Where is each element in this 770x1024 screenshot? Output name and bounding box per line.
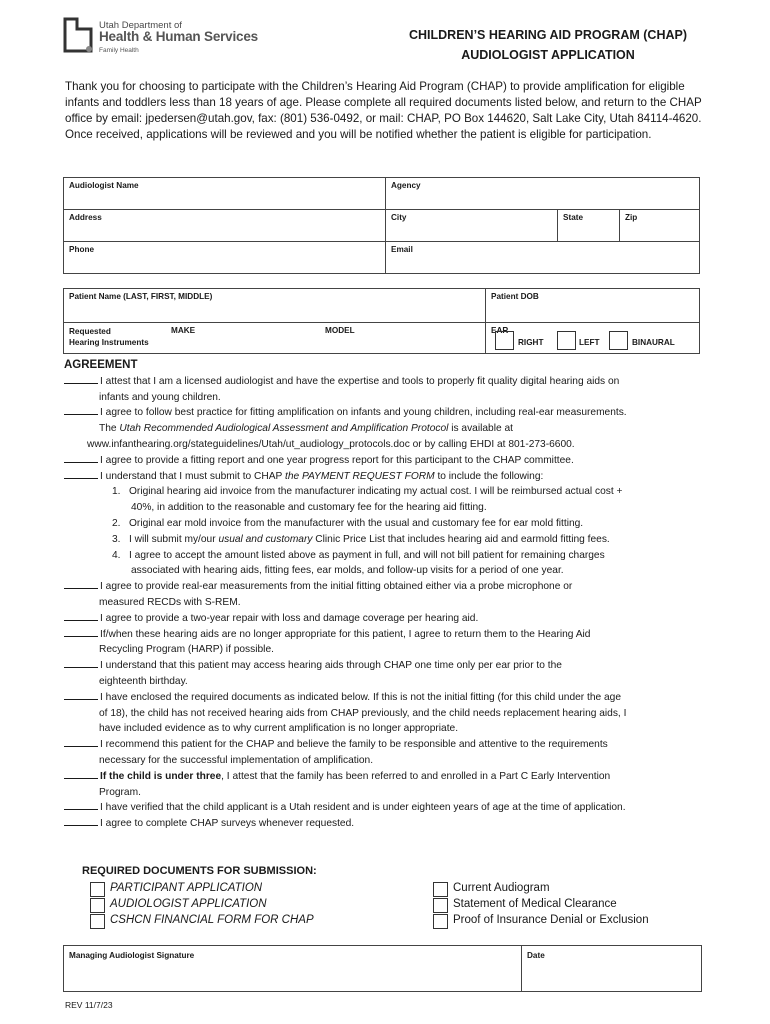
- agreement-item: If/when these hearing aids are no longer appropriate for this patient, I agree to return them to the Hearing Aid: [100, 628, 591, 640]
- patient-info-table: [63, 288, 700, 354]
- city-field[interactable]: City: [386, 210, 558, 242]
- initial-blank[interactable]: [64, 453, 98, 463]
- title-line-1: CHILDREN’S HEARING AID PROGRAM (CHAP): [408, 28, 687, 42]
- agreement-item: I recommend this patient for the CHAP and believe the family to be responsible and attentive to the requirements: [100, 739, 608, 751]
- insurance-denial-label: Proof of Insurance Denial or Exclusion: [453, 914, 649, 926]
- binaural-checkbox[interactable]: [609, 331, 628, 350]
- agreement-item: I have verified that the child applicant is a Utah resident and is under eighteen years of age at the time of application.: [100, 802, 626, 814]
- agreement-item: If the child is under three, I attest that the family has been referred to and enrolled in a Part C Early Intervention: [100, 770, 611, 782]
- audiologist-info-table: [63, 177, 700, 274]
- agreement-item-cont: measured RECDs with S-REM.: [99, 596, 241, 608]
- initial-blank[interactable]: [64, 579, 98, 589]
- initial-blank[interactable]: [64, 627, 98, 637]
- patient-name-field[interactable]: Patient Name (LAST, FIRST, MIDDLE): [64, 289, 486, 323]
- initial-blank[interactable]: [64, 658, 98, 668]
- agreement-item-cont: Recycling Program (HARP) if possible.: [99, 644, 274, 656]
- participant-application-label: PARTICIPANT APPLICATION: [110, 882, 263, 894]
- document-title: [398, 25, 698, 65]
- agreement-item: I have enclosed the required documents as indicated below. If this is not the initial fitting (for this child under the age: [100, 691, 621, 703]
- list-item: 1. Original hearing aid invoice from the manufacturer indicating my actual cost. I will be reimbursed actual cost +: [112, 486, 623, 498]
- logo-line-3: Family Health: [99, 47, 139, 54]
- audiologist-name-field[interactable]: Audiologist Name: [64, 178, 386, 210]
- medical-clearance-checkbox[interactable]: [433, 898, 448, 913]
- agreement-item: I understand that this patient may access hearing aids through CHAP one time only per ear prior to the: [100, 660, 562, 672]
- make-label: MAKE: [171, 326, 196, 335]
- medical-clearance-label: Statement of Medical Clearance: [453, 898, 617, 910]
- list-item-cont: 40%, in addition to the reasonable and customary fee for the hearing aid fitting.: [131, 502, 487, 514]
- initial-blank[interactable]: [64, 816, 98, 826]
- patient-dob-field[interactable]: Patient DOB: [486, 289, 700, 323]
- initial-blank[interactable]: [64, 737, 98, 747]
- address-field[interactable]: Address: [64, 210, 386, 242]
- protocol-link[interactable]: www.infanthearing.org/stateguidelines/Utah/ut_audiology_protocols.doc or by calling EHDI at 801-273-6600.: [87, 438, 575, 450]
- logo-line-1: Utah Department of: [99, 20, 182, 31]
- initial-blank[interactable]: [64, 611, 98, 621]
- cshcn-financial-form-label: CSHCN FINANCIAL FORM FOR CHAP: [110, 914, 314, 926]
- list-item-cont: associated with hearing aids, fitting fees, ear molds, and follow-up visits for a period of one year.: [131, 565, 564, 577]
- agreement-item: I agree to provide a fitting report and one year progress report for this participant to the CHAP committee.: [100, 454, 574, 466]
- zip-field[interactable]: Zip: [620, 210, 700, 242]
- initial-blank[interactable]: [64, 769, 98, 779]
- requested-label: Requested Hearing Instruments: [69, 327, 149, 347]
- initial-blank[interactable]: [64, 405, 98, 415]
- phone-field[interactable]: Phone: [64, 242, 386, 274]
- agreement-item: I agree to provide real-ear measurements from the initial fitting obtained either via a probe microphone or: [100, 581, 573, 593]
- agreement-item: I agree to complete CHAP surveys whenever requested.: [100, 818, 355, 830]
- agreement-item-cont: eighteenth birthday.: [99, 675, 188, 687]
- initial-blank[interactable]: [64, 690, 98, 700]
- initial-blank[interactable]: [64, 374, 98, 384]
- signature-table: [63, 945, 702, 992]
- agreement-item: I attest that I am a licensed audiologist and have the expertise and tools to properly fit quality digital hearing aids on: [100, 375, 620, 387]
- utah-state-icon: [63, 17, 93, 53]
- agreement-item-cont: have included evidence as to why current amplification is no longer appropriate.: [99, 723, 459, 735]
- left-ear-label: LEFT: [579, 338, 600, 347]
- agency-field[interactable]: Agency: [386, 178, 700, 210]
- agreement-heading: AGREEMENT: [64, 359, 138, 371]
- required-documents-heading: REQUIRED DOCUMENTS FOR SUBMISSION:: [82, 865, 317, 877]
- agreement-item: I understand that I must submit to CHAP the PAYMENT REQUEST FORM to include the following:: [100, 470, 544, 482]
- participant-application-checkbox[interactable]: [90, 882, 105, 897]
- list-item: 3. I will submit my/our usual and customary Clinic Price List that includes hearing aid and earmold fitting fees.: [112, 533, 610, 545]
- ear-field: [486, 323, 700, 354]
- date-field[interactable]: Date: [522, 946, 702, 992]
- agreement-item: I agree to follow best practice for fitting amplification on infants and young children, including real-ear measurements.: [100, 407, 627, 419]
- model-label: MODEL: [325, 326, 355, 335]
- logo-line-2: Health & Human Services: [99, 29, 258, 44]
- agreement-item-cont: The Utah Recommended Audiological Assessment and Amplification Protocol is available at: [99, 423, 513, 435]
- binaural-label: BINAURAL: [632, 338, 675, 347]
- audiologist-application-label: AUDIOLOGIST APPLICATION: [110, 898, 267, 910]
- list-item: 4. I agree to accept the amount listed above as payment in full, and will not bill patient for remaining charges: [112, 549, 605, 561]
- left-ear-checkbox[interactable]: [557, 331, 576, 350]
- requested-instruments-field[interactable]: [64, 323, 486, 354]
- cshcn-financial-form-checkbox[interactable]: [90, 914, 105, 929]
- right-ear-label: RIGHT: [518, 338, 544, 347]
- intro-paragraph: Thank you for choosing to participate with the Children’s Hearing Aid Program (CHAP) to provide amplification for eligible infants and toddlers less than 18 years of age. Please complete all required documents listed below, and return to the CHAP office by email: jpedersen@utah.gov, fax: (801) 536-0492, or mail: CHAP, PO Box 144620, Salt Lake City, Utah 84114-4620. Once received, applications will be reviewed and you will be notified whether the patient is eligible for participation.: [65, 80, 702, 141]
- initial-blank[interactable]: [64, 469, 98, 479]
- initial-blank[interactable]: [64, 800, 98, 810]
- state-field[interactable]: State: [558, 210, 620, 242]
- agreement-item-cont: necessary for the successful implementation of amplification.: [99, 754, 374, 766]
- agreement-item: I agree to provide a two-year repair with loss and damage coverage per hearing aid.: [100, 612, 479, 624]
- agreement-item-cont: infants and young children.: [99, 391, 221, 403]
- current-audiogram-label: Current Audiogram: [453, 882, 550, 894]
- agreement-item-cont: of 18), the child has not received hearing aids from CHAP previously, and the child needs replacement hearing aids, I: [99, 707, 627, 719]
- agreement-section: [64, 358, 714, 832]
- agreement-item-cont: Program.: [99, 786, 141, 798]
- signature-field[interactable]: Managing Audiologist Signature: [64, 946, 522, 992]
- email-field[interactable]: Email: [386, 242, 700, 274]
- ear-label: EAR: [491, 326, 509, 335]
- audiologist-application-checkbox[interactable]: [90, 898, 105, 913]
- insurance-denial-checkbox[interactable]: [433, 914, 448, 929]
- current-audiogram-checkbox[interactable]: [433, 882, 448, 897]
- list-item: 2. Original ear mold invoice from the manufacturer with the usual and customary fee for ear mold fitting.: [112, 517, 584, 529]
- logo: [63, 17, 263, 57]
- revision-date: REV 11/7/23: [65, 1000, 113, 1010]
- right-ear-checkbox[interactable]: [495, 331, 514, 350]
- title-line-2: AUDIOLOGIST APPLICATION: [461, 48, 635, 62]
